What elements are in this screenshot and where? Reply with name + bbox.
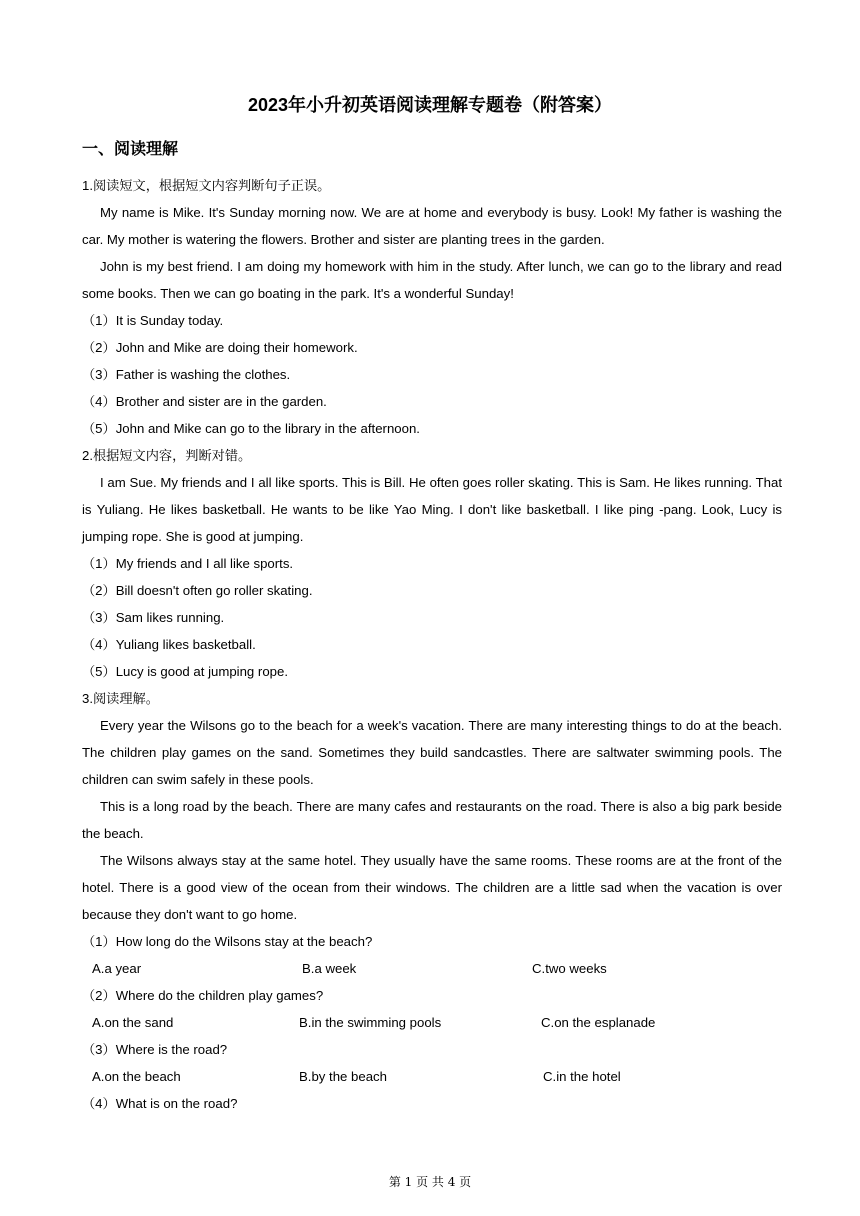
option-b: B.in the swimming pools — [299, 1015, 442, 1030]
q2-statement: （1）My friends and I all like sports. — [82, 556, 294, 571]
q3-paragraph: The Wilsons always stay at the same hotel. They usually have the same rooms. These rooms are at the front of the hotel. There is a good view of the ocean from their windows. The children are a little sad when the vacation is over because they don't want to go home. — [82, 853, 782, 922]
q1-statement: （5）John and Mike can go to the library in the afternoon. — [82, 421, 420, 436]
q3-question: （2）Where do the children play games? — [82, 988, 324, 1003]
q2-statement: （2）Bill doesn't often go roller skating. — [82, 583, 313, 598]
option-b: B.by the beach — [299, 1069, 387, 1084]
q3-prompt: 3.阅读理解。 — [82, 691, 159, 706]
option-c: C.in the hotel — [543, 1069, 621, 1084]
q3-paragraph: This is a long road by the beach. There are many cafes and restaurants on the road. There is also a big park beside the beach. — [82, 799, 782, 841]
answer-options — [82, 1009, 782, 1036]
q2-paragraph: I am Sue. My friends and I all like sports. This is Bill. He often goes roller skating. This is Sam. He likes running. That is Yuliang. He likes basketball. He wants to be like Yao Ming. I don't like basketball. I like ping -pang. Look, Lucy is jumping rope. She is good at jumping. — [82, 475, 782, 544]
answer-options — [82, 955, 782, 982]
q3-paragraph: Every year the Wilsons go to the beach for a week's vacation. There are many interesting things to do at the beach. The children play games on the sand. Sometimes they build sandcastles. There are saltwater swimming pools. The children can swim safely in these pools. — [82, 718, 782, 787]
q1-statement: （4）Brother and sister are in the garden. — [82, 394, 327, 409]
answer-options — [82, 1063, 782, 1090]
q2-statement: （5）Lucy is good at jumping rope. — [82, 664, 288, 679]
q3-question: （1）How long do the Wilsons stay at the beach? — [82, 934, 373, 949]
q2-statement: （3）Sam likes running. — [82, 610, 225, 625]
q1-paragraph: John is my best friend. I am doing my homework with him in the study. After lunch, we can go to the library and read some books. Then we can go boating in the park. It's a wonderful Sunday! — [82, 259, 782, 301]
q1-paragraph: My name is Mike. It's Sunday morning now. We are at home and everybody is busy. Look! My father is washing the car. My mother is watering the flowers. Brother and sister are planting trees in the garden. — [82, 205, 782, 247]
option-a: A.a year — [92, 961, 142, 976]
q2-statement: （4）Yuliang likes basketball. — [82, 637, 256, 652]
option-b: B.a week — [302, 961, 357, 976]
option-c: C.two weeks — [532, 961, 607, 976]
q1-statement: （3）Father is washing the clothes. — [82, 367, 291, 382]
q1-statement: （2）John and Mike are doing their homework. — [82, 340, 358, 355]
q1-statement: （1）It is Sunday today. — [82, 313, 224, 328]
q3-question: （4）What is on the road? — [82, 1096, 238, 1111]
option-a: A.on the sand — [92, 1015, 174, 1030]
option-c: C.on the esplanade — [541, 1015, 656, 1030]
option-a: A.on the beach — [92, 1069, 181, 1084]
q2-prompt: 2.根据短文内容，判断对错。 — [82, 448, 252, 463]
document-body — [82, 172, 782, 1117]
page-footer: 第 1 页 共 4 页 — [388, 1175, 472, 1189]
section-heading: 一、阅读理解 — [82, 141, 179, 158]
q1-prompt: 1.阅读短文，根据短文内容判断句子正误。 — [82, 178, 331, 193]
page-title: 2023年小升初英语阅读理解专题卷（附答案） — [247, 95, 613, 115]
q3-question: （3）Where is the road? — [82, 1042, 228, 1057]
